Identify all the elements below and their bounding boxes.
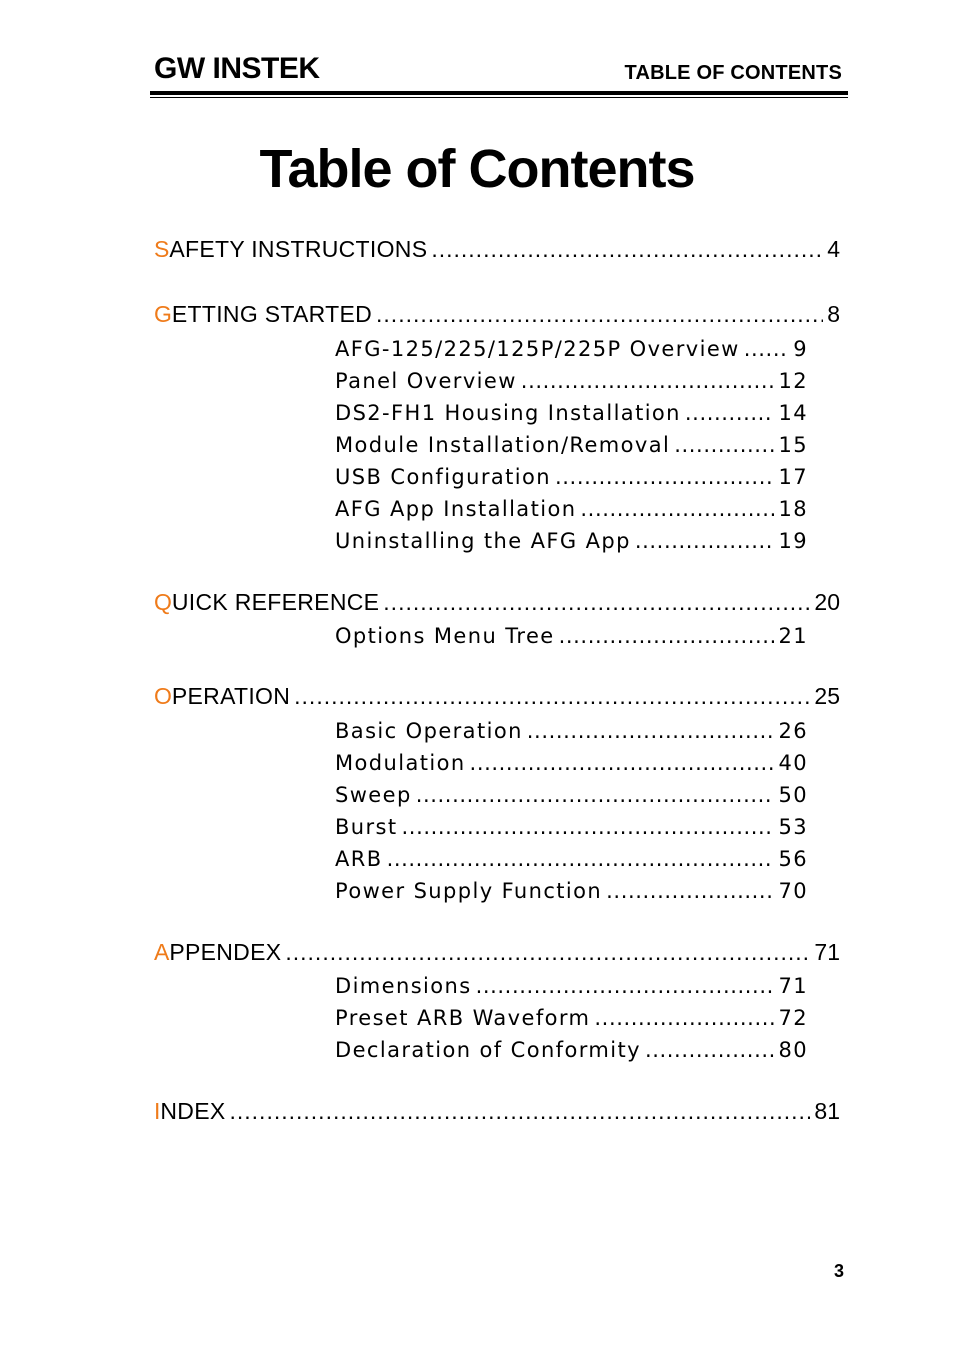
toc-section-getting-started[interactable] xyxy=(154,301,840,328)
section-title: ETTING STARTED xyxy=(171,301,373,327)
entry-title: Power Supply Function xyxy=(335,879,603,903)
toc-entry[interactable] xyxy=(335,783,808,807)
section-page: 71 xyxy=(814,939,840,965)
dot-leader xyxy=(402,815,775,839)
toc-entry[interactable] xyxy=(335,879,808,903)
toc-entry[interactable] xyxy=(335,1038,808,1062)
entry-title: ARB xyxy=(335,847,383,871)
section-title: PERATION xyxy=(171,683,291,709)
toc-section-quick-reference[interactable] xyxy=(154,589,840,616)
toc-entry[interactable] xyxy=(335,401,808,425)
toc-entry[interactable] xyxy=(335,433,808,457)
header-rule-thin xyxy=(150,97,848,98)
entry-page: 70 xyxy=(778,879,808,903)
entry-page: 53 xyxy=(778,815,808,839)
dot-leader xyxy=(685,401,775,425)
toc-entry[interactable] xyxy=(335,465,808,489)
dot-leader xyxy=(559,624,775,648)
entry-page: 15 xyxy=(778,433,808,457)
toc-entry[interactable] xyxy=(335,751,808,775)
entry-page: 21 xyxy=(778,624,808,648)
entry-title: Declaration of Conformity xyxy=(335,1038,641,1062)
entry-page: 50 xyxy=(778,783,808,807)
dot-leader xyxy=(470,751,775,775)
header-section-label: TABLE OF CONTENTS xyxy=(624,62,842,84)
dot-leader xyxy=(230,1098,811,1125)
section-title: UICK REFERENCE xyxy=(171,589,380,615)
section-title: NDEX xyxy=(160,1098,226,1124)
entry-page: 80 xyxy=(778,1038,808,1062)
brand-text: GW INSTEK xyxy=(154,52,320,82)
entry-page: 71 xyxy=(778,974,808,998)
entry-page: 14 xyxy=(778,401,808,425)
dot-leader xyxy=(580,497,774,521)
section-page: 20 xyxy=(814,589,840,615)
page-number: 3 xyxy=(833,1261,844,1281)
dot-leader xyxy=(376,301,823,328)
entry-title: DS2-FH1 Housing Installation xyxy=(335,401,681,425)
header-rule xyxy=(150,91,848,95)
section-initial: A xyxy=(154,939,170,965)
dot-leader xyxy=(431,236,823,263)
dot-leader xyxy=(674,433,774,457)
entry-title: Module Installation/Removal xyxy=(335,433,671,457)
page-title: Table of Contents xyxy=(259,139,695,199)
entry-title: AFG-125/225/125P/225P Overview xyxy=(335,337,740,361)
dot-leader xyxy=(635,529,775,553)
toc-section-appendex[interactable] xyxy=(154,939,840,966)
entry-title: Options Menu Tree xyxy=(335,624,555,648)
entry-page: 72 xyxy=(778,1006,808,1030)
toc-entry[interactable] xyxy=(335,337,808,361)
section-title: PPENDEX xyxy=(169,939,282,965)
section-page: 4 xyxy=(827,236,840,262)
toc-entry[interactable] xyxy=(335,497,808,521)
section-initial: O xyxy=(154,683,172,709)
entry-title: Sweep xyxy=(335,783,412,807)
section-initial: I xyxy=(154,1098,161,1124)
entry-page: 9 xyxy=(793,337,808,361)
dot-leader xyxy=(521,369,775,393)
dot-leader xyxy=(285,939,810,966)
toc-entry[interactable] xyxy=(335,624,808,648)
entry-title: Uninstalling the AFG App xyxy=(335,529,631,553)
entry-title: Basic Operation xyxy=(335,719,523,743)
entry-page: 56 xyxy=(778,847,808,871)
dot-leader xyxy=(294,683,810,710)
dot-leader xyxy=(383,589,810,616)
dot-leader xyxy=(594,1006,774,1030)
dot-leader xyxy=(555,465,774,489)
entry-page: 18 xyxy=(778,497,808,521)
entry-title: USB Configuration xyxy=(335,465,551,489)
toc-entry[interactable] xyxy=(335,847,808,871)
entry-title: Dimensions xyxy=(335,974,472,998)
entry-page: 40 xyxy=(778,751,808,775)
gw-instek-logo xyxy=(154,52,324,82)
dot-leader xyxy=(645,1038,775,1062)
dot-leader xyxy=(476,974,775,998)
section-initial: S xyxy=(154,236,170,262)
entry-title: Modulation xyxy=(335,751,466,775)
entry-page: 26 xyxy=(778,719,808,743)
section-initial: Q xyxy=(154,589,172,615)
dot-leader xyxy=(744,337,790,361)
section-initial: G xyxy=(154,301,172,327)
toc-entry[interactable] xyxy=(335,974,808,998)
entry-page: 17 xyxy=(778,465,808,489)
entry-title: Panel Overview xyxy=(335,369,517,393)
entry-page: 19 xyxy=(778,529,808,553)
toc-entry[interactable] xyxy=(335,1006,808,1030)
toc-entry[interactable] xyxy=(335,369,808,393)
dot-leader xyxy=(527,719,775,743)
section-page: 8 xyxy=(827,301,840,327)
section-page: 25 xyxy=(814,683,840,709)
dot-leader xyxy=(606,879,774,903)
toc-entry[interactable] xyxy=(335,719,808,743)
entry-title: AFG App Installation xyxy=(335,497,577,521)
entry-title: Burst xyxy=(335,815,398,839)
dot-leader xyxy=(387,847,775,871)
toc-section-safety[interactable] xyxy=(154,236,840,263)
toc-section-operation[interactable] xyxy=(154,683,840,710)
toc-entry[interactable] xyxy=(335,815,808,839)
dot-leader xyxy=(416,783,775,807)
toc-section-index[interactable] xyxy=(154,1098,840,1125)
toc-entry[interactable] xyxy=(335,529,808,553)
entry-page: 12 xyxy=(778,369,808,393)
section-page: 81 xyxy=(814,1098,840,1124)
entry-title: Preset ARB Waveform xyxy=(335,1006,591,1030)
section-title: AFETY INSTRUCTIONS xyxy=(169,236,428,262)
